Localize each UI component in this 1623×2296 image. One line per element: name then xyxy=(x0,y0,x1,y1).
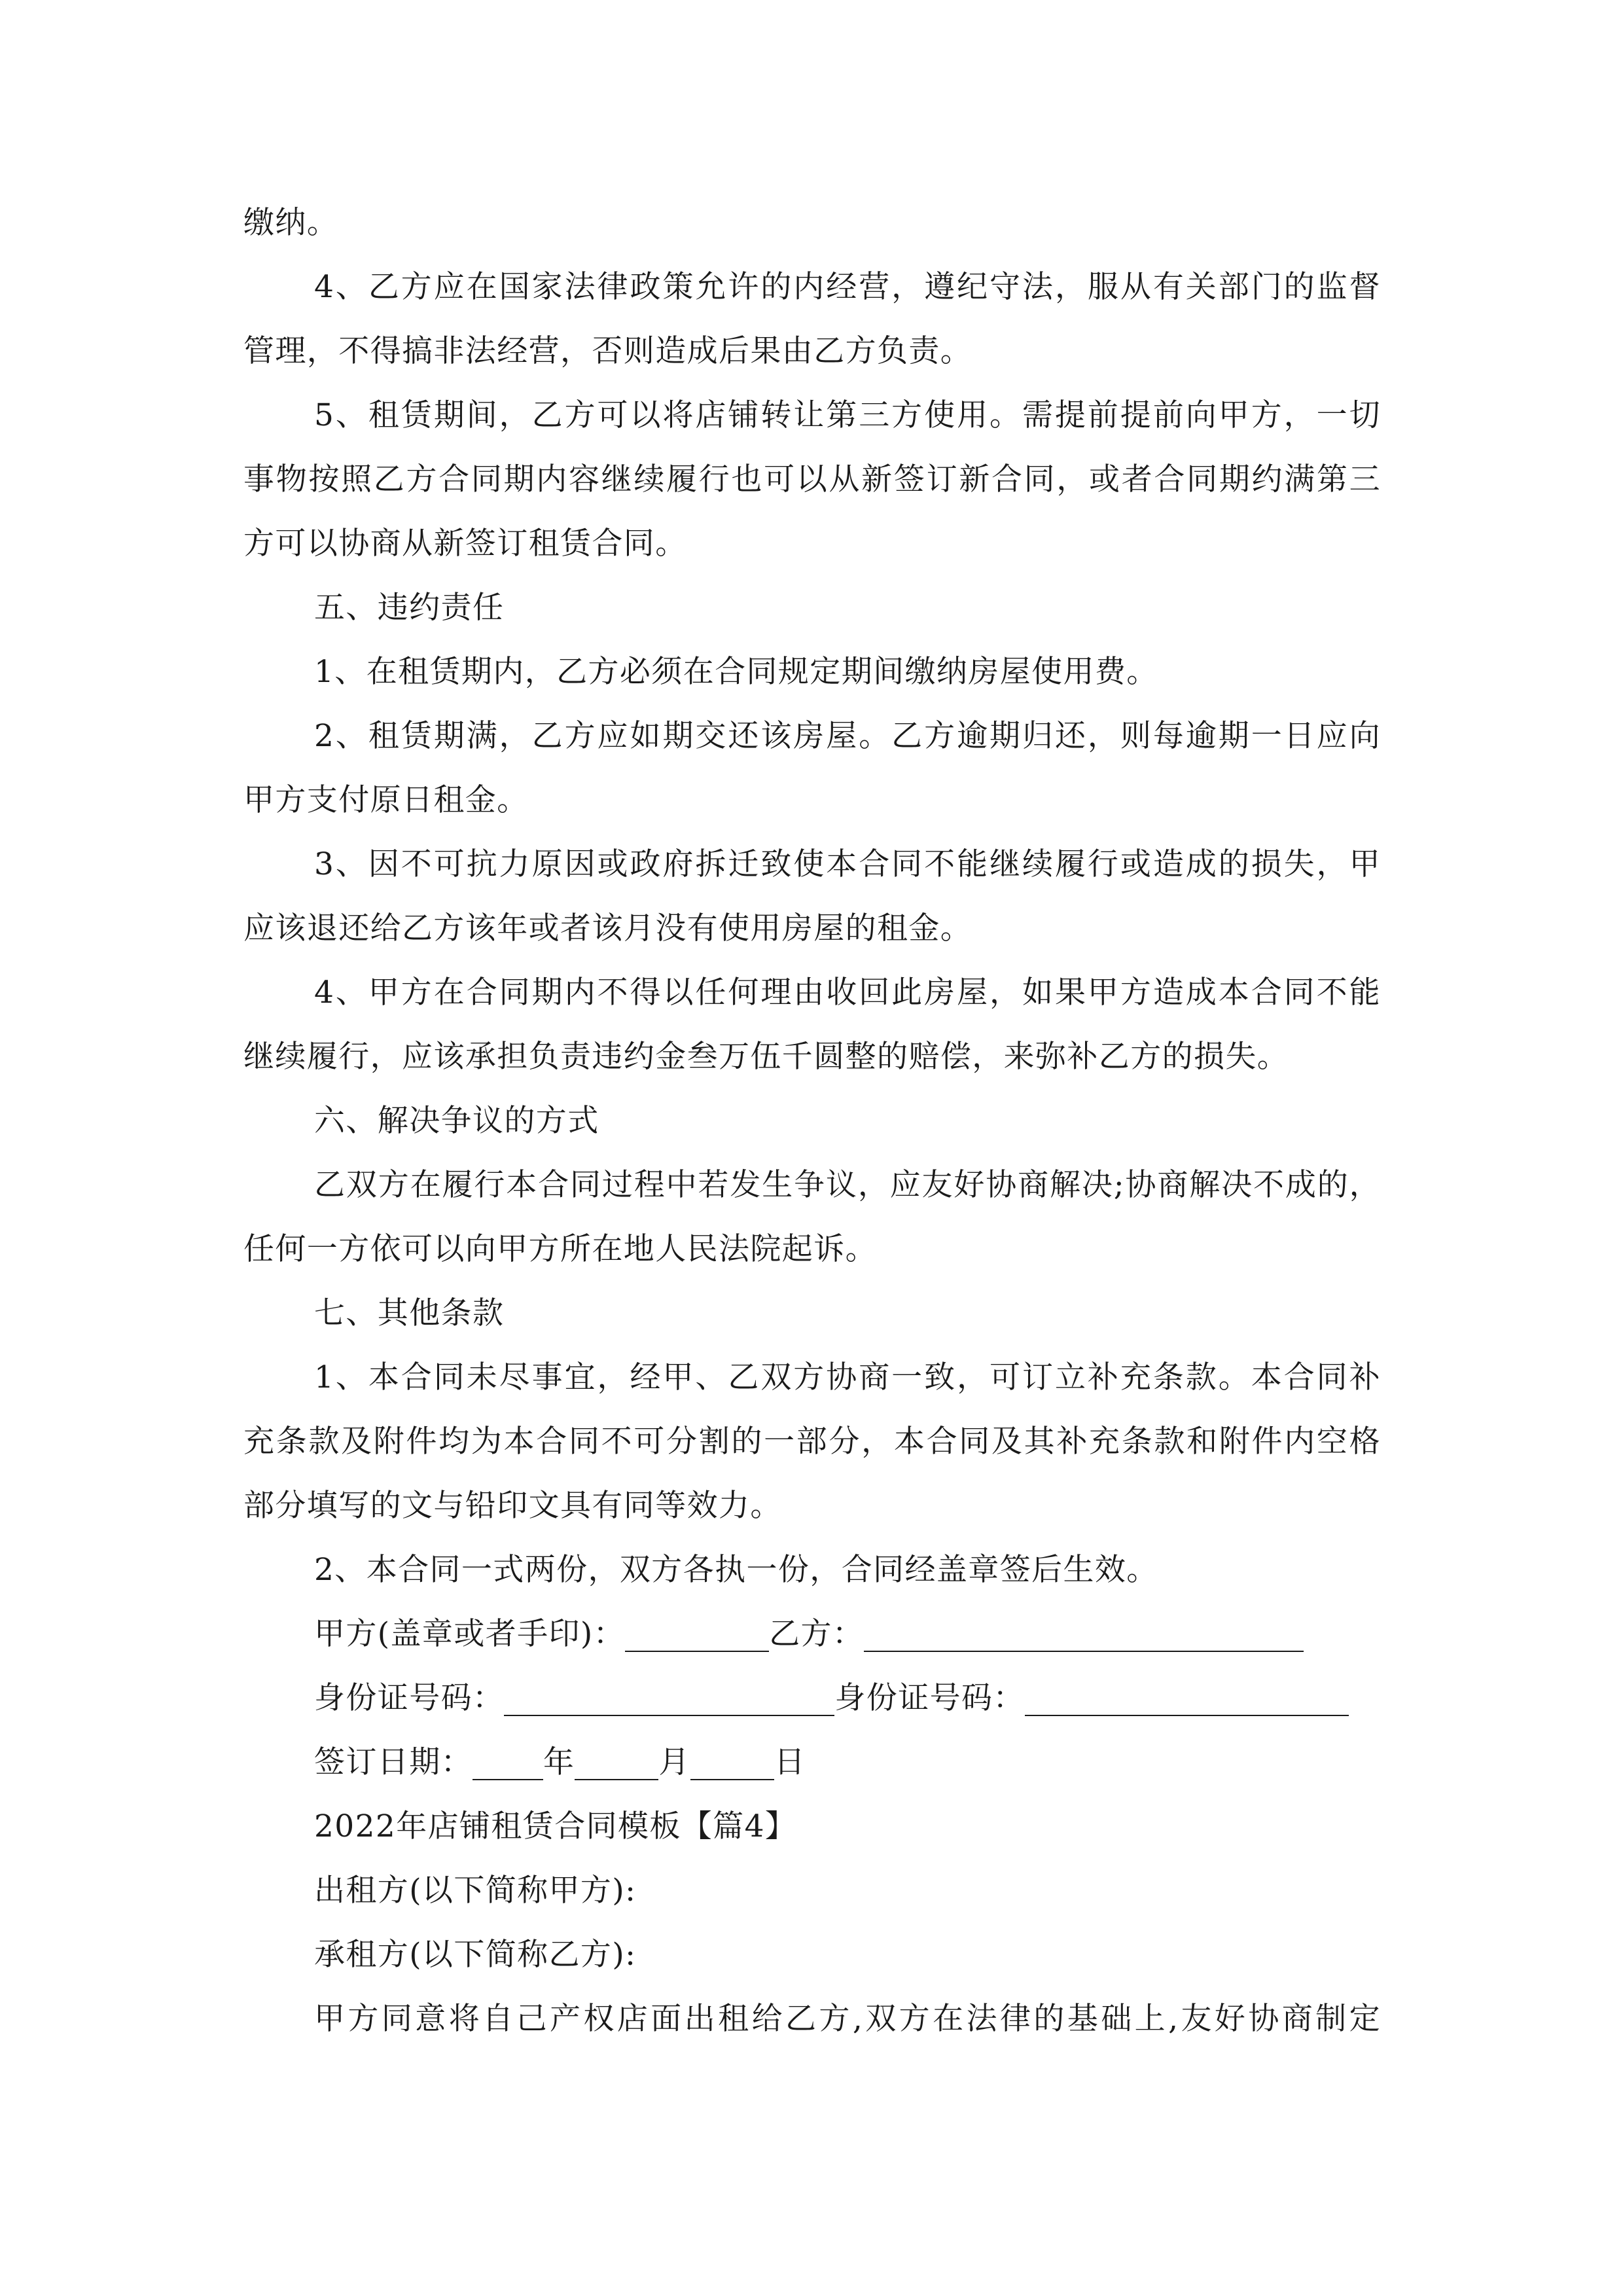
id-number-b-blank[interactable] xyxy=(1025,1677,1349,1716)
party-a-label: 甲方(盖章或者手印)： xyxy=(314,1616,626,1652)
other-clause-1-line-1: 1、本合同未尽事宜，经甲、乙双方协商一致，可订立补充条款。本合同补 xyxy=(314,1359,1381,1395)
signature-row-date xyxy=(243,1731,1381,1795)
breach-clause-1: 1、在租赁期内，乙方必须在合同规定期间缴纳房屋使用费。 xyxy=(314,654,1158,690)
other-clause-2: 2、本合同一式两份，双方各执一份，合同经盖章签后生效。 xyxy=(314,1552,1158,1588)
signature-row-id xyxy=(243,1666,1381,1731)
month-blank[interactable] xyxy=(575,1741,658,1780)
breach-clause-3-line-2: 应该退还给乙方该年或者该月没有使用房屋的租金。 xyxy=(243,910,972,946)
day-blank[interactable] xyxy=(690,1741,774,1780)
id-number-a-blank[interactable] xyxy=(504,1677,834,1716)
agreement-intro-line: 甲方同意将自己产权店面出租给乙方,双方在法律的基础上,友好协商制定 xyxy=(314,2001,1381,2037)
other-clause-1-line-3: 部分填写的文与铅印文具有同等效力。 xyxy=(243,1488,782,1524)
breach-clause-2-line-2: 甲方支付原日租金。 xyxy=(243,782,529,818)
month-label: 月 xyxy=(658,1744,690,1780)
day-label: 日 xyxy=(774,1744,806,1780)
year-blank[interactable] xyxy=(473,1741,543,1780)
signature-row-parties xyxy=(243,1602,1381,1666)
section-heading-breach: 五、违约责任 xyxy=(314,590,505,626)
breach-clause-3-line-1: 3、因不可抗力原因或政府拆迁致使本合同不能继续履行或造成的损失，甲 xyxy=(314,846,1381,882)
date-label: 签订日期： xyxy=(314,1744,473,1780)
year-label: 年 xyxy=(543,1744,575,1780)
dispute-line-1: 乙双方在履行本合同过程中若发生争议，应友好协商解决;协商解决不成的， xyxy=(314,1167,1381,1203)
breach-clause-4-line-2: 继续履行，应该承担负责违约金叁万伍千圆整的赔偿，来弥补乙方的损失。 xyxy=(243,1039,1289,1075)
dispute-line-2: 任何一方依可以向甲方所在地人民法院起诉。 xyxy=(243,1231,877,1267)
clause-5-line-1: 5、租赁期间，乙方可以将店铺转让第三方使用。需提前提前向甲方，一切 xyxy=(314,397,1381,433)
id-label-a: 身份证号码： xyxy=(314,1680,505,1716)
party-a-signature-blank[interactable] xyxy=(625,1613,769,1652)
clause-5-line-2: 事物按照乙方合同期内容继续履行也可以从新签订新合同，或者合同期约满第三 xyxy=(243,461,1381,497)
id-label-b: 身份证号码： xyxy=(834,1680,1025,1716)
other-clause-1-line-2: 充条款及附件均为本合同不可分割的一部分，本合同及其补充条款和附件内空格 xyxy=(243,1424,1381,1460)
lessee-line: 承租方(以下简称乙方): xyxy=(314,1937,637,1973)
contract-body xyxy=(243,191,1381,2051)
clause-4-line-2: 管理，不得搞非法经营，否则造成后果由乙方负责。 xyxy=(243,333,972,369)
party-b-label: 乙方： xyxy=(769,1616,865,1652)
breach-clause-4-line-1: 4、甲方在合同期内不得以任何理由收回此房屋，如果甲方造成本合同不能 xyxy=(314,975,1381,1011)
clause-5-line-3: 方可以协商从新签订租赁合同。 xyxy=(243,526,687,562)
clause-4-line-1: 4、乙方应在国家法律政策允许的内经营，遵纪守法，服从有关部门的监督 xyxy=(314,269,1381,305)
party-b-signature-blank[interactable] xyxy=(864,1613,1304,1652)
paragraph-line: 缴纳。 xyxy=(243,205,339,241)
template-heading: 2022年店铺租赁合同模板【篇4】 xyxy=(314,1808,797,1844)
section-heading-dispute: 六、解决争议的方式 xyxy=(314,1103,599,1139)
breach-clause-2-line-1: 2、租赁期满，乙方应如期交还该房屋。乙方逾期归还，则每逾期一日应向 xyxy=(314,718,1381,754)
lessor-line: 出租方(以下简称甲方): xyxy=(314,1873,637,1909)
section-heading-other: 七、其他条款 xyxy=(314,1295,505,1331)
